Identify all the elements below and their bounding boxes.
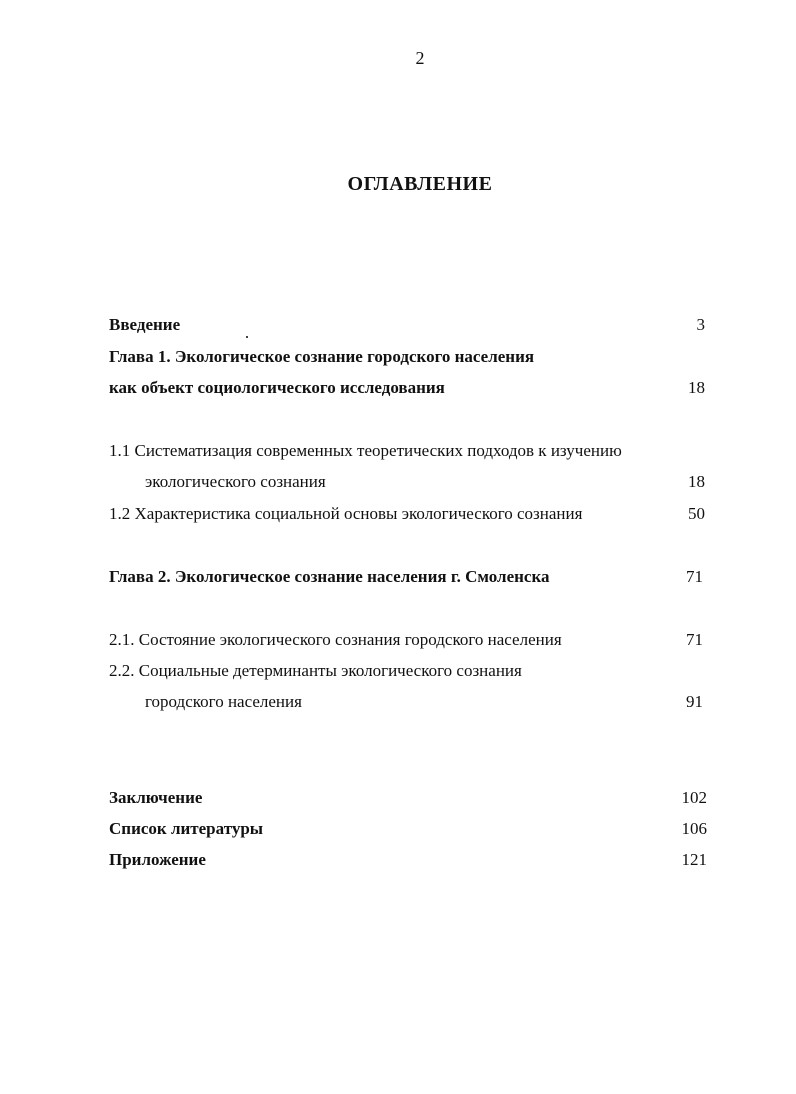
- toc-entry-page: 71: [686, 567, 703, 586]
- toc-entry-appendix: [0, 848, 796, 872]
- toc-entry-label: экологического сознания: [145, 472, 326, 491]
- toc-entry-label: 1.1 Систематизация современных теоретических подходов к изучению: [109, 441, 622, 460]
- toc-entry-section2-1: [0, 628, 796, 652]
- toc-entry-label: Глава 1. Экологическое сознание городского населения: [109, 347, 535, 366]
- toc-entry-section1-1-line1: [0, 439, 796, 463]
- toc-entry-chapter1-line1: [0, 345, 796, 369]
- toc-entry-page: 71: [686, 630, 703, 649]
- toc-entry-page: 3: [696, 315, 705, 334]
- toc-entry-page: 18: [688, 378, 705, 397]
- page-title: ОГЛАВЛЕНИЕ: [347, 173, 493, 195]
- toc-entry-introduction: [0, 313, 796, 337]
- toc-entry-section1-1-line2: [0, 470, 796, 494]
- toc-entry-page: 121: [681, 850, 707, 869]
- toc-entry-page: 102: [681, 788, 707, 807]
- toc-entry-label: 2.2. Социальные детерминанты экологического сознания: [109, 661, 522, 680]
- toc-entry-label: 2.1. Состояние экологического сознания городского населения: [109, 630, 562, 649]
- page-number: 2: [415, 48, 425, 68]
- toc-entry-conclusion: [0, 786, 796, 810]
- toc-entry-label: Введение: [109, 315, 181, 334]
- toc-entry-label: 1.2 Характеристика социальной основы экологического сознания: [109, 504, 583, 523]
- toc-entry-label: городского населения: [145, 692, 302, 711]
- toc-entry-page: 106: [681, 819, 707, 838]
- toc-entry-section1-2: [0, 502, 796, 526]
- toc-entry-label: как объект социологического исследования: [109, 378, 445, 397]
- toc-entry-label: Заключение: [109, 788, 203, 807]
- toc-entry-page: 50: [688, 504, 705, 523]
- toc-entry-section2-2-line1: [0, 659, 796, 683]
- toc-entry-label: Приложение: [109, 850, 206, 869]
- toc-entry-chapter2: [0, 565, 796, 589]
- toc-entry-references: [0, 817, 796, 841]
- toc-entry-label: Глава 2. Экологическое сознание населения г. Смоленска: [109, 567, 550, 586]
- toc-entry-page: 18: [688, 472, 705, 491]
- toc-entry-label: Список литературы: [109, 819, 264, 838]
- toc-entry-chapter1-line2: [0, 376, 796, 400]
- toc-entry-section2-2-line2: [0, 690, 796, 714]
- toc-entry-page: 91: [686, 692, 703, 711]
